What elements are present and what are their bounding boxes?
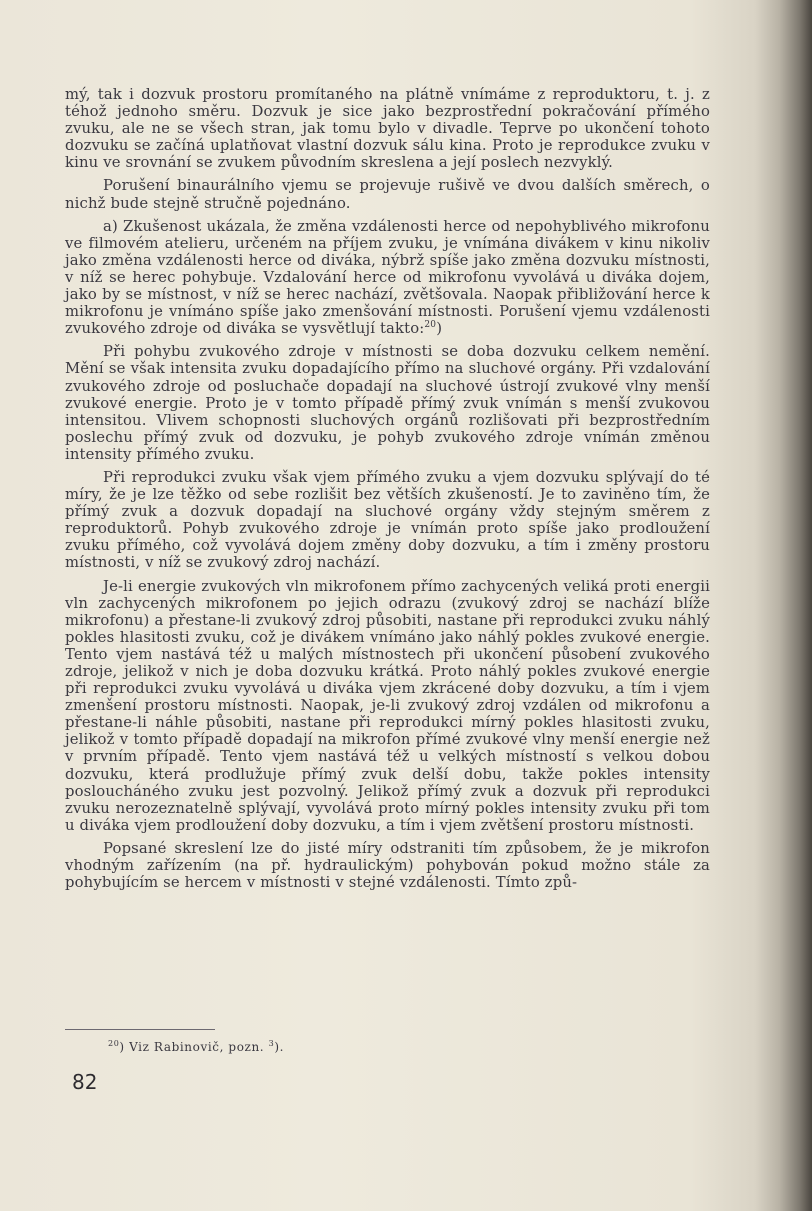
footnote-text: Viz Rabinovič, pozn. xyxy=(129,1040,265,1054)
paragraph-source-movement: Při pohybu zvukového zdroje v místnosti se doba dozvuku celkem nemění. Mění se však intensita zvuku dopadajícího přímo na sluchové orgány. Při vzdalování zvukového zdroje od posluchače dopadají na sluchové ústrojí zvukové vlny menší zvukové energie. Proto je v tomto případě přímý zvuk vnímán s menší zvukovou intensitou. Vlivem schopnosti sluchových orgánů rozlišovati při bezprostředním poslechu přímý zvuk od dozvuku, je pohyb zvukového zdroje vnímán změnou intensity přímého zvuku. xyxy=(65,343,710,463)
footnote-reference: 20 xyxy=(424,320,437,331)
paragraph-energy: Je-li energie zvukových vln mikrofonem přímo zachycených veliká proti energii vln zachycených mikrofonem po jejich odrazu (zvukový zdroj se nachází blíže mikrofonu) a přestane-li zvukový zdroj působiti, nastane při reprodukci zvuku náhlý pokles hlasitosti zvuku, což je divákem vnímáno jako náhlý pokles zvukové energie. Tento vjem nastává též u malých místnostech při ukončení působení zvukového zdroje, jelikož v nich je doba dozvuku krátká. Proto náhlý pokles zvukové energie při reprodukci zvuku vyvolává u diváka vjem zkrácené doby dozvuku, a tím i vjem zmenšení prostoru místnosti. Naopak, je-li zvukový zdroj vzdálen od mikrofonu a přestane-li náhle působiti, nastane při reprodukci mírný pokles hlasitosti zvuku, jelikož v tomto případě dopadají na mikrofon přímé zvukové vlny menší energie než v prvním případě. Tento vjem nastává též u velkých místností s velkou dobou dozvuku, která prodlužuje přímý zvuk delší dobu, takže pokles intensity posloucháného zvuku jest pozvolný. Jelikož přímý zvuk a dozvuk při reprodukci zvuku nerozeznatelně splývají, vyvolává proto mírný pokles intensity zvuku při tom u diváka vjem prodloužení doby dozvuku, a tím i vjem zvětšení prostoru místnosti. xyxy=(65,577,710,834)
footnote-cross-reference: 3 xyxy=(268,1039,275,1048)
footnote xyxy=(108,1040,284,1054)
footnote-marker-close: ) xyxy=(119,1040,130,1054)
paragraph-distance-change xyxy=(65,218,710,338)
paragraph-binaural-disruption: Porušení binaurálního vjemu se projevuje rušivě ve dvou dalších směrech, o nichž bude stejně stručně pojednáno. xyxy=(65,177,710,212)
footnote-end: ). xyxy=(274,1040,285,1054)
footnote-reference-close: ) xyxy=(436,320,443,338)
paragraph-continuation: mý, tak i dozvuk prostoru promítaného na plátně vnímáme z reproduktoru, t. j. z téhož jednoho směru. Dozvuk je sice jako bezprostřední pokračování přímého zvuku, ale ne se všech stran, jak tomu bylo v divadle. Teprve po ukončení tohoto dozvuku se začíná uplatňovat vlastní dozvuk sálu kina. Proto je reprodukce zvuku v kinu ve srovnání se zvukem původním skreslena a její poslech nezvyklý. xyxy=(65,86,710,172)
paragraph-distortion-remedy: Popsané skreslení lze do jisté míry odstraniti tím způsobem, že je mikrofon vhodným zařízením (na př. hydraulickým) pohybován pokud možno stále za pohybujícím se hercem v místnosti v stejné vzdálenosti. Tímto způ- xyxy=(65,839,710,892)
page-number: 82 xyxy=(72,1070,98,1094)
paragraph-text: a) Zkušenost ukázala, že změna vzdálenosti herce od nepohyblivého mikrofonu ve filmovém atelieru, určeném na příjem zvuku, je vnímána divákem v kinu nikoliv jako změna vzdálenosti herce od diváka, nýbrž spíše jako změna dozvuku místnosti, v níž se herec pohybuje. Vzdalování herce od mikrofonu vyvolává u diváka dojem, jako by se místnost, v níž se herec nachází, zvětšovala. Naopak přibližování herce k mikrofonu je vnímáno spíše jako zmenšování místnosti. Porušení vjemu vzdálenosti zvukového zdroje od diváka se vysvětlují takto: xyxy=(65,217,710,338)
footnote-divider xyxy=(65,1029,215,1030)
footnote-marker: 20 xyxy=(108,1039,120,1048)
body-text xyxy=(65,86,710,891)
paragraph-reproduction: Při reprodukci zvuku však vjem přímého zvuku a vjem dozvuku splývají do té míry, že je lze těžko od sebe rozlišit bez větších zkušeností. Je to zaviněno tím, že přímý zvuk a dozvuk dopadají na sluchové orgány vždy stejným směrem z reproduktorů. Pohyb zvukového zdroje je vnímán proto spíše jako prodloužení zvuku přímého, což vyvolává dojem změny doby dozvuku, a tím i změny prostoru místnosti, v níž se zvukový zdroj nachází. xyxy=(65,468,710,572)
